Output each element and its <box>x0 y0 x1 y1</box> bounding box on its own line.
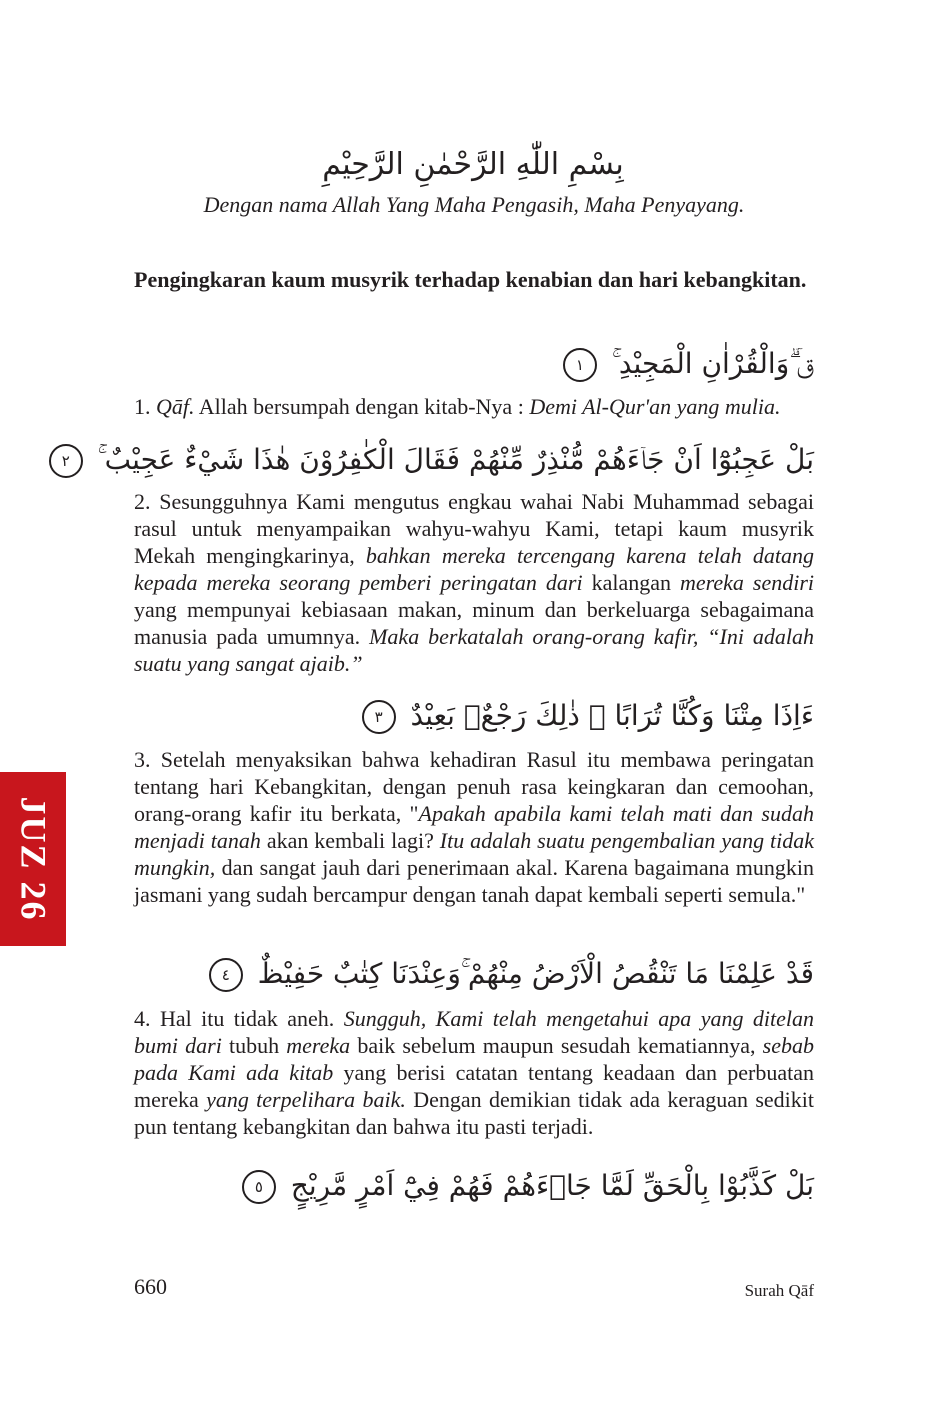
verse-translation-run: tubuh <box>221 1033 287 1058</box>
basmalah-arabic: بِسْمِ اللّٰهِ الرَّحْمٰنِ الرَّحِيْمِ <box>322 147 624 182</box>
surah-name: Surah Qāf <box>744 1281 814 1300</box>
verse-translation-italic-run: yang terpelihara baik. <box>206 1087 406 1112</box>
verse-translation-italic-run: Sungguh, Kami telah mengetahui apa yang ditelan bumi dari <box>134 1006 814 1058</box>
ayah-arabic-5 <box>134 1162 814 1210</box>
ayah-arabic-2 <box>61 436 814 484</box>
verse-translation-4 <box>134 1005 814 1140</box>
ayah-number-marker: ١ <box>563 348 597 382</box>
ayah-text: ءَاِذَا مِتْنَا وَكُنَّا تُرَابًا ۚ ذٰلِكَ رَجْعٌۢ بَعِيْدٌ <box>410 699 814 732</box>
verse-translation-run: 2. Sesungguhnya Kami mengutus engkau wahai Nabi Muhammad sebagai rasul untuk menyampaikan wahyu-wahyu Kami, tetapi kaum musyrik Mekah mengingkarinya, <box>134 489 814 568</box>
verse-translation-italic-run: sebab pada Kami ada kitab <box>134 1033 814 1085</box>
ayah-text: قۤ ۗوَالْقُرْاٰنِ الْمَجِيْدِ ۚ <box>611 347 814 380</box>
ayah-arabic-4 <box>134 950 814 998</box>
verse-translation-run: baik sebelum maupun sesudah kematiannya, <box>350 1033 763 1058</box>
verse-translation-1 <box>134 393 814 420</box>
verse-translation-italic-run: mereka <box>286 1033 351 1058</box>
verse-translation-italic-run: Apakah apabila kami telah mati dan sudah menjadi tanah <box>134 801 814 853</box>
page-number: 660 <box>134 1274 167 1299</box>
verse-translation-italic-run: Qāf. <box>156 394 195 419</box>
verse-translation-run: 3. Setelah menyaksikan bahwa kehadiran Rasul itu membawa peringatan tentang hari Kebangkitan, dengan penuh rasa keingkaran dan cemoohan, orang-orang kafir itu berkata, " <box>134 747 814 826</box>
verse-translation-run: akan kembali lagi? <box>260 828 440 853</box>
verse-translation-run: 1. <box>134 394 156 419</box>
verse-translation-run: yang berisi catatan tentang keadaan dan perbuatan mereka <box>134 1060 814 1112</box>
verse-translation-italic-run: bahkan mereka tercengang karena telah datang kepada mereka seorang pemberi peringatan dari <box>134 543 814 595</box>
ayah-text: بَلْ كَذَّبُوْا بِالْحَقِّ لَمَّا جَاۤءَهُمْ فَهُمْ فِيْٓ اَمْرٍ مَّرِيْجٍ <box>290 1169 814 1202</box>
verse-translation-italic-run: mereka sendiri <box>679 570 814 595</box>
verse-translation-3 <box>134 746 814 908</box>
verse-translation-run: yang mempunyai kebiasaan makan, minum dan berkeluarga sebagaimana manusia pada umumnya. <box>134 597 814 649</box>
ayah-text: بَلْ عَجِبُوْٓا اَنْ جَاۤءَهُمْ مُّنْذِرٌ مِّنْهُمْ فَقَالَ الْكٰفِرُوْنَ هٰذَا شَيْءٌ عَجِيْبٌ ۚ <box>97 443 814 476</box>
verse-translation-2 <box>134 488 814 677</box>
ayah-arabic-3 <box>134 692 814 740</box>
verse-translation-italic-run: Itu adalah suatu pengembalian yang tidak mungkin, <box>134 828 814 880</box>
juz-tab <box>0 772 66 946</box>
verse-translation-run: 4. Hal itu tidak aneh. <box>134 1006 344 1031</box>
verse-translation-run: kalangan <box>582 570 680 595</box>
ayah-number-marker: ٥ <box>242 1170 276 1204</box>
basmalah-translation: Dengan nama Allah Yang Maha Pengasih, Maha Penyayang. <box>203 192 745 217</box>
ayah-number-marker: ٤ <box>209 958 243 992</box>
section-heading: Pengingkaran kaum musyrik terhadap kenabian dan hari kebangkitan. <box>134 267 807 292</box>
ayah-arabic-1 <box>134 340 814 388</box>
verse-translation-run: Dengan demikian tidak ada keraguan sedikit pun tentang kebangkitan dan bahwa itu pasti terjadi. <box>134 1087 814 1139</box>
verse-translation-italic-run: Demi Al-Qur'an yang mulia. <box>529 394 781 419</box>
ayah-text: قَدْ عَلِمْنَا مَا تَنْقُصُ الْاَرْضُ مِنْهُمْ ۚوَعِنْدَنَا كِتٰبٌ حَفِيْظٌ <box>257 957 814 990</box>
verse-translation-run: dan sangat jauh dari penerimaan akal. Karena bagaimana mungkin jasmani yang sudah bercampur dengan tanah dapat kembali seperti semula." <box>134 855 814 907</box>
verse-translation-run: Allah bersumpah dengan kitab-Nya : <box>194 394 530 419</box>
juz-label: JUZ 26 <box>13 796 54 922</box>
ayah-number-marker: ٢ <box>49 444 83 478</box>
verse-translation-italic-run: Maka berkatalah orang-orang kafir, “Ini adalah suatu yang sangat ajaib.” <box>134 624 814 676</box>
ayah-number-marker: ٣ <box>362 700 396 734</box>
